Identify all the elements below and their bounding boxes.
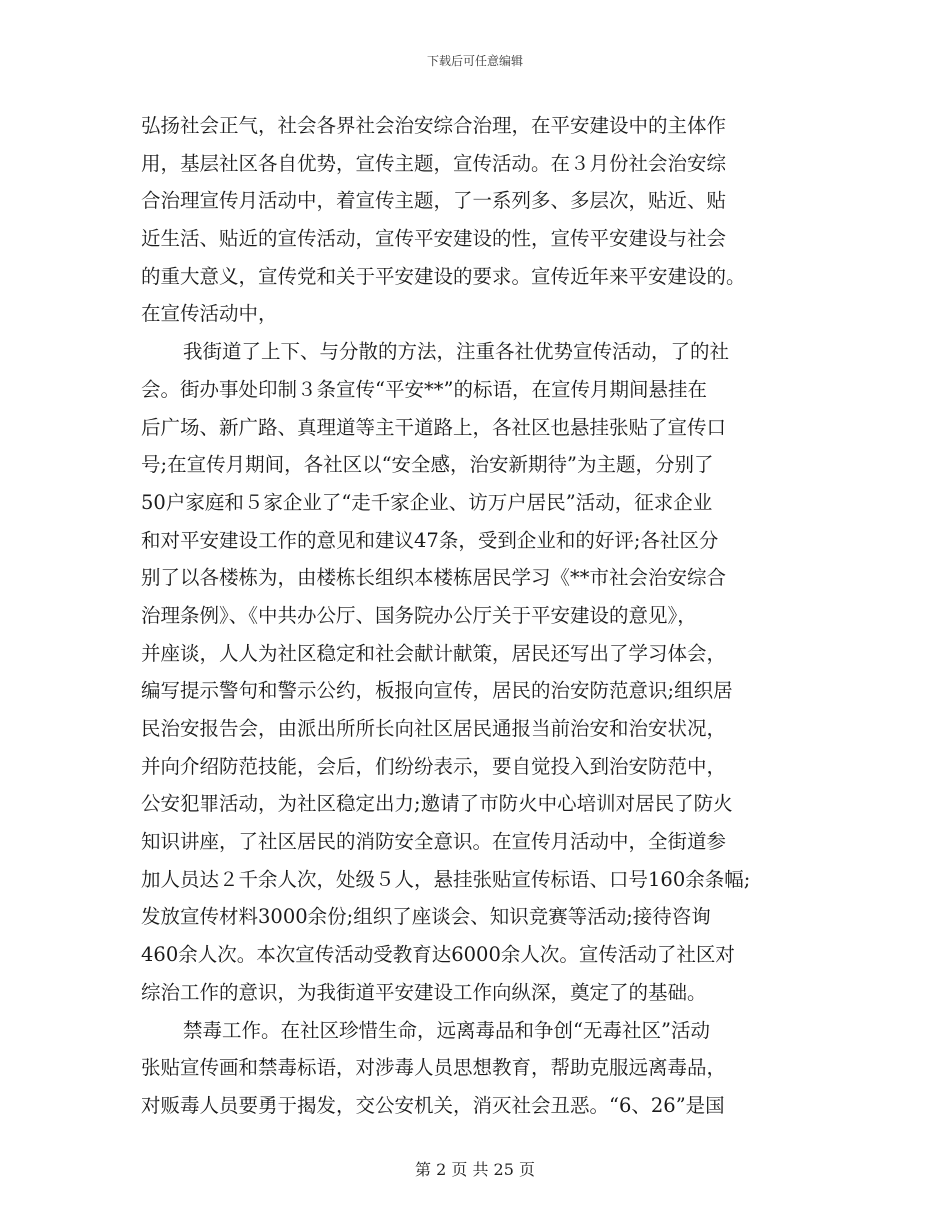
text-line: 并座谈，人人为社区稳定和社会献计献策，居民还写出了学习体会， bbox=[141, 641, 727, 665]
text-line: 合治理宣传月活动中，着宣传主题，了一系列多、多层次，贴近、贴 bbox=[141, 189, 727, 213]
text-line: 在宣传活动中， bbox=[141, 302, 278, 326]
document-body bbox=[141, 107, 821, 1125]
page-number: 第 2 页 共 25 页 bbox=[415, 1160, 535, 1179]
text-line: 知识讲座，了社区居民的消防安全意识。在宣传月活动中，全街道参 bbox=[141, 830, 727, 854]
text-line: 综治工作的意识，为我街道平安建设工作向纵深，奠定了的基础。 bbox=[141, 980, 707, 1004]
text-line: 公安犯罪活动，为社区稳定出力;邀请了市防火中心培训对居民了防火 bbox=[141, 792, 733, 816]
paragraph-start-line: 禁毒工作。在社区珍惜生命，远离毒品和争创“无毒社区”活动 bbox=[183, 1018, 710, 1042]
text-line: 对贩毒人员要勇于揭发，交公安机关，消灭社会丑恶。“6、26”是国 bbox=[141, 1093, 725, 1117]
text-line: 民治安报告会，由派出所所长向社区居民通报当前治安和治安状况， bbox=[141, 717, 727, 740]
text-line: 发放宣传材料3000余份;组织了座谈会、知识竞赛等活动;接待咨询 bbox=[141, 905, 711, 929]
text-line: 50户家庭和５家企业了“走千家企业、访万户居民”活动，征求企业 bbox=[141, 490, 713, 514]
text-line: 张贴宣传画和禁毒标语，对涉毒人员思想教育，帮助克服远离毒品， bbox=[141, 1056, 727, 1080]
text-line: 用，基层社区各自优势，宣传主题，宣传活动。在３月份社会治安综 bbox=[141, 151, 727, 175]
text-line: 和对平安建设工作的意见和建议47条，受到企业和的好评;各社区分 bbox=[141, 528, 719, 552]
text-line: 会。街办事处印制３条宣传“平安**”的标语，在宣传月期间悬挂在 bbox=[141, 377, 707, 401]
text-line: 后广场、新广路、真理道等主干道路上，各社区也悬挂张贴了宣传口 bbox=[141, 415, 727, 439]
text-line: 治理条例》、《中共办公厅、国务院办公厅关于平安建设的意见》， bbox=[141, 603, 697, 627]
text-line: 近生活、贴近的宣传活动，宣传平安建设的性，宣传平安建设与社会 bbox=[141, 227, 727, 251]
text-line: 460余人次。本次宣传活动受教育达6000余人次。宣传活动了社区对 bbox=[141, 943, 735, 967]
text-line: 编写提示警句和警示公约，板报向宣传，居民的治安防范意识;组织居 bbox=[141, 679, 733, 703]
text-line: 弘扬社会正气，社会各界社会治安综合治理，在平安建设中的主体作 bbox=[141, 114, 727, 137]
text-line: 加人员达２千余人次，处级５人，悬挂张贴宣传标语、口号160余条幅; bbox=[141, 867, 751, 891]
text-line: 的重大意义，宣传党和关于平安建设的要求。宣传近年来平安建设的。 bbox=[141, 264, 746, 288]
page-header-note: 下载后可任意编辑 bbox=[426, 54, 523, 68]
text-line: 并向介绍防范技能，会后，们纷纷表示，要自觉投入到治安防范中， bbox=[141, 754, 727, 778]
text-line: 别了以各楼栋为，由楼栋长组织本楼栋居民学习《**市社会治安综合 bbox=[141, 566, 727, 590]
text-line: 号;在宣传月期间，各社区以“安全感，治安新期待”为主题，分别了 bbox=[141, 453, 714, 477]
paragraph-start-line: 我街道了上下、与分散的方法，注重各社优势宣传活动，了的社 bbox=[183, 340, 730, 364]
